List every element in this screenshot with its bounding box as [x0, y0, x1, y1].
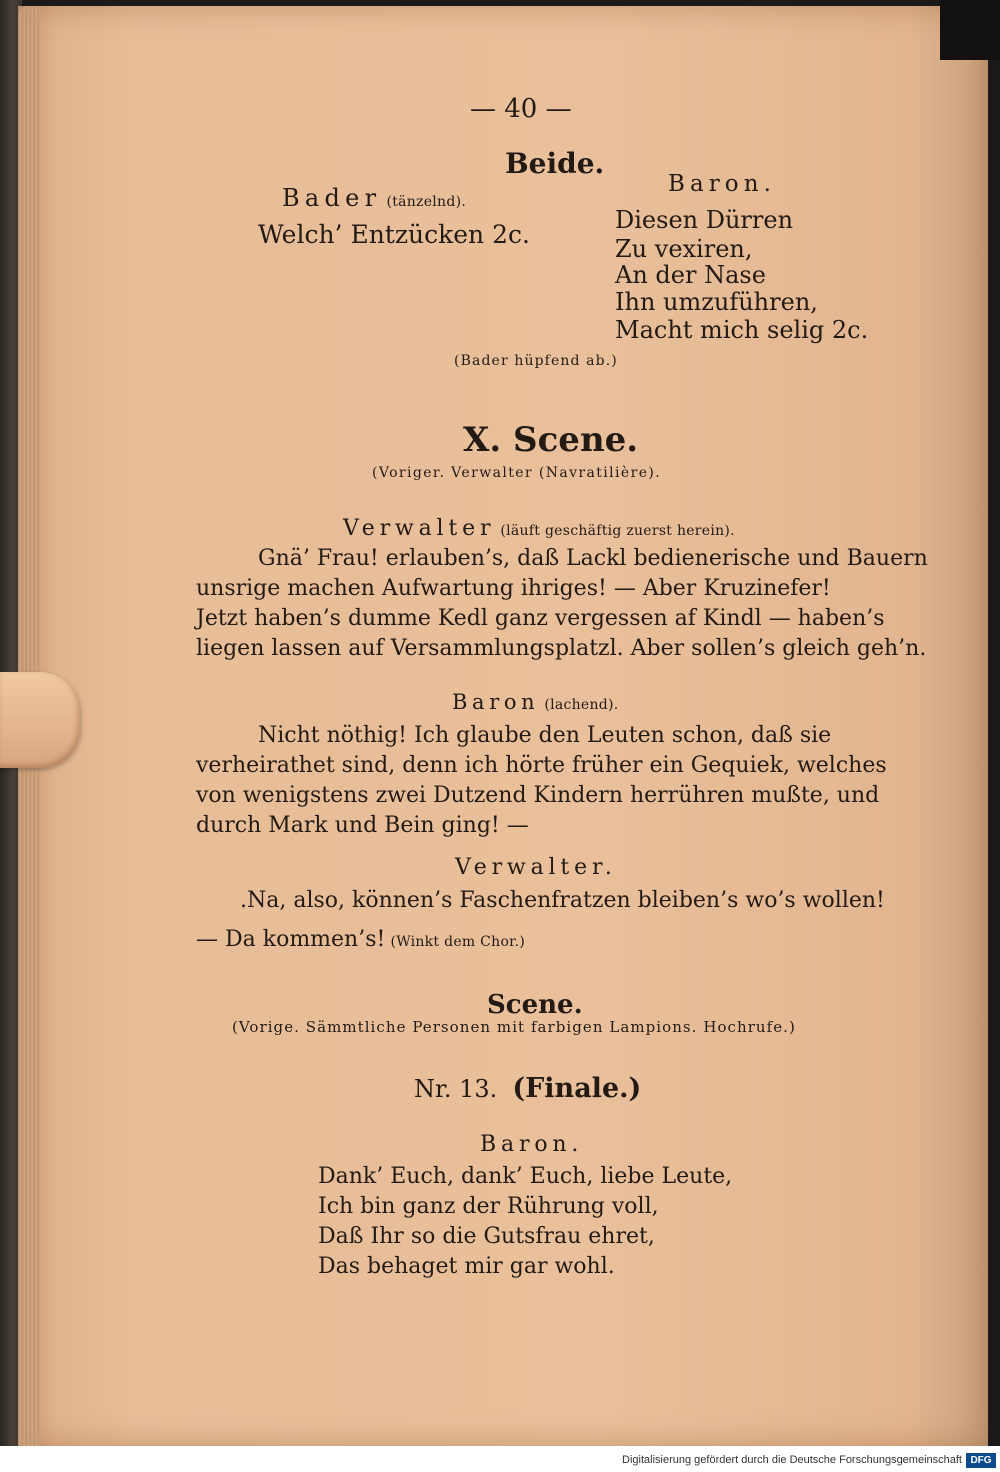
bader-speaker: Bader: [282, 184, 382, 212]
baron-direction-2: (lachend).: [544, 697, 619, 713]
scene-x-cast: (Voriger. Verwalter (Navratilière).: [372, 465, 662, 481]
baron-verse-line-4: Das behaget mir gar wohl.: [318, 1254, 615, 1279]
baron-verse-line-1: Dank’ Euch, dank’ Euch, liebe Leute,: [318, 1164, 733, 1189]
baron-line-5: Macht mich selig 2c.: [615, 316, 869, 344]
page-clip: [0, 672, 80, 768]
scan-background-corner: [940, 0, 1000, 60]
verwalter-direction-1: (läuft geschäftig zuerst herein).: [500, 523, 735, 539]
verwalter-speech-2-line-2-wrap: [196, 929, 525, 951]
exit-direction: (Bader hüpfend ab.): [454, 353, 618, 369]
verwalter-direction-2: (Winkt dem Chor.): [390, 934, 526, 950]
baron-speech-2-line-2: verheirathet sind, denn ich hörte früher ein Gequiek, welches: [196, 753, 887, 778]
scene-x-title: X. Scene.: [463, 420, 639, 460]
finale-label: (Finale.): [512, 1073, 642, 1104]
baron-line-2: Zu vexiren,: [615, 235, 753, 263]
baron-speech-2-line-3: von wenigstens zwei Dutzend Kindern herrühren mußte, und: [196, 783, 880, 808]
baron-speech-2-line-1: Nicht nöthig! Ich glaube den Leuten schon, daß sie: [258, 723, 832, 748]
baron-speech-2-line-4: durch Mark und Bein ging! —: [196, 813, 529, 838]
baron-line-3: An der Nase: [615, 261, 766, 289]
baron-line-1: Diesen Dürren: [615, 206, 794, 234]
baron-verse-line-2: Ich bin ganz der Rührung voll,: [318, 1194, 659, 1219]
verwalter-speech-1-line-2: unsrige machen Aufwartung ihriges! — Aber Kruzinefer!: [196, 576, 831, 601]
number-label: Nr. 13.: [414, 1075, 498, 1103]
verwalter-speech-1-line-1: Gnä’ Frau! erlauben’s, daß Lackl bedienerische und Bauern: [258, 546, 928, 571]
number-heading: [414, 1075, 641, 1102]
baron-line-4: Ihn umzuführen,: [615, 288, 818, 316]
baron-verse-line-3: Daß Ihr so die Gutsfrau ehret,: [318, 1224, 655, 1249]
bader-direction-line: [282, 186, 466, 210]
verwalter-speech-2-line-1: .Na, also, können’s Faschenfratzen bleiben’s wo’s wollen!: [240, 888, 885, 913]
footer-bar: [0, 1446, 1000, 1472]
verwalter-speech-1-line-3: Jetzt haben’s dumme Kedl ganz vergessen af Kindl — haben’s: [196, 606, 885, 631]
verwalter-speaker-1: Verwalter: [343, 516, 496, 541]
scene-title-2: Scene.: [487, 990, 583, 1020]
baron-speaker-2: Baron: [452, 690, 540, 714]
verwalter-speech-1-line-4: liegen lassen auf Versammlungsplatzl. Aber sollen’s gleich geh’n.: [196, 636, 927, 661]
footer-credit: Digitalisierung gefördert durch die Deutsche Forschungsgemeinschaft: [622, 1454, 962, 1466]
baron-speaker-1: Baron.: [668, 171, 776, 197]
verwalter-speaker-2: Verwalter.: [455, 855, 617, 880]
beide-heading: Beide.: [505, 147, 605, 180]
bader-direction: (tänzelnd).: [386, 194, 467, 210]
verwalter-heading-1: [343, 518, 735, 540]
verwalter-speech-2-line-2: — Da kommen’s!: [196, 927, 386, 952]
bader-line: Welch’ Entzücken 2c.: [258, 220, 530, 249]
baron-heading-2: [452, 692, 618, 713]
dfg-logo: DFG: [966, 1453, 996, 1468]
page-number: — 40 —: [470, 94, 572, 124]
baron-speaker-3: Baron.: [480, 1132, 584, 1157]
scene-cast-2: (Vorige. Sämmtliche Personen mit farbigen Lampions. Hochrufe.): [232, 1018, 796, 1036]
